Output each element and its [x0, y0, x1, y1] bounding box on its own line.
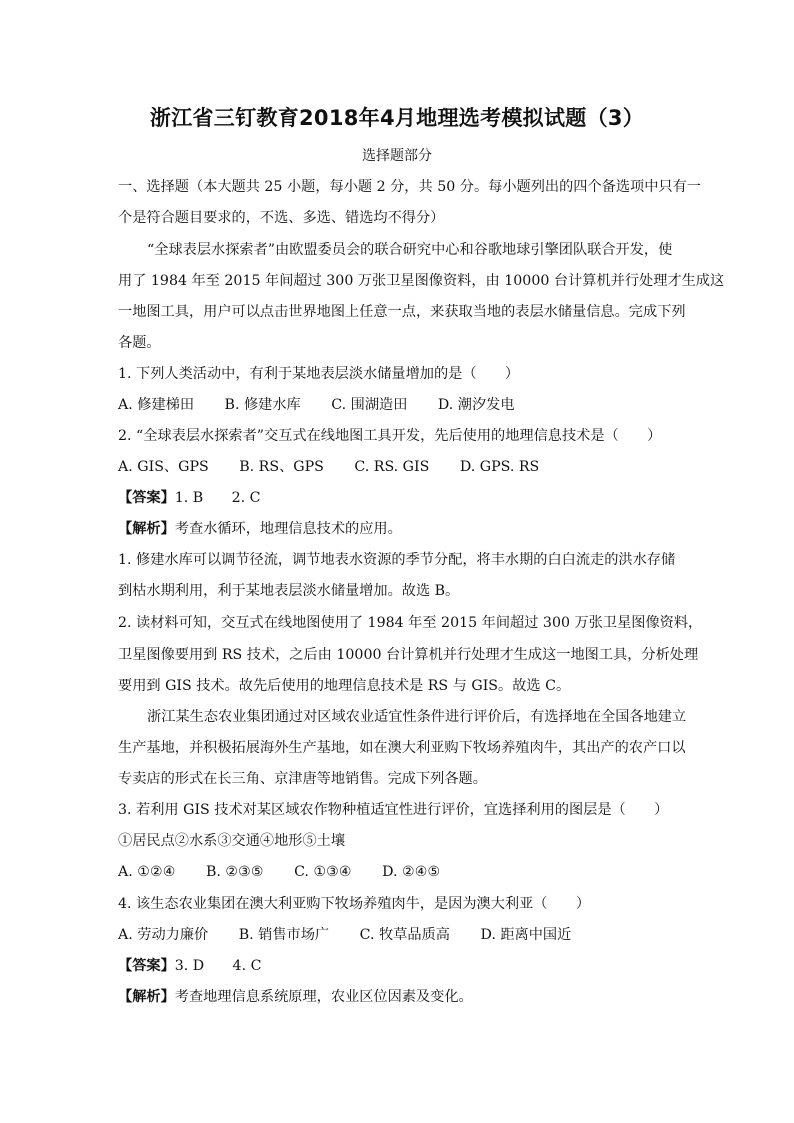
material-line: 浙江某生态农业集团通过对区域农业适宜性条件进行评价后，有选择地在全国各地建立: [147, 709, 687, 725]
question-stem: 2. “全球表层水探索者”交互式在线地图工具开发，先后使用的地理信息技术是（ ）: [118, 428, 662, 444]
analysis-label: 【解析】: [118, 521, 175, 537]
question-stem: 3. 若利用 GIS 技术对某区域农作物种植适宜性进行评价，宜选择利用的图层是（ ）: [118, 802, 669, 818]
option: C. 围湖造田: [331, 397, 408, 413]
explanation-line: 1. 修建水库可以调节径流，调节地表水资源的季节分配，将丰水期的白白流走的洪水存储: [118, 552, 676, 568]
analysis-line: [118, 987, 473, 1007]
material-line: 各题。: [118, 335, 161, 351]
option: A. 劳动力廉价: [118, 927, 209, 943]
option: A. 修建梯田: [118, 397, 195, 413]
analysis-line: [118, 519, 402, 539]
answer-line: [118, 488, 261, 508]
analysis-label: 【解析】: [118, 989, 175, 1005]
question-options: [118, 925, 597, 945]
answer-label: 【答案】: [118, 958, 175, 974]
answer-text: 3. D 4. C: [174, 958, 262, 974]
material-line: 一地图工具，用户可以点击世界地图上任意一点，来获取当地的表层水储量信息。完成下列: [118, 304, 686, 320]
material-line: 专卖店的形式在长三角、京津唐等地销售。完成下列各题。: [118, 771, 487, 787]
explanation-line: 到枯水期利用，利于某地表层淡水储量增加。故选 B。: [118, 583, 460, 599]
explanation-line: 2. 读材料可知，交互式在线地图使用了 1984 年至 2015 年间超过 300 万张卫星图像资料，: [118, 615, 703, 631]
analysis-text: 考查地理信息系统原理，农业区位因素及变化。: [174, 989, 473, 1005]
material-line: 用了 1984 年至 2015 年间超过 300 万张卫星图像资料，由 10000 台计算机并行处理才生成这: [118, 273, 725, 289]
option: D. 距离中国近: [480, 927, 572, 943]
question-layers: ①居民点②水系③交通④地形⑤土壤: [118, 833, 346, 849]
answer-text: 1. B 2. C: [174, 490, 261, 506]
question-stem: 1. 下列人类活动中，有利于某地表层淡水储量增加的是（ ）: [118, 366, 520, 382]
answer-line: [118, 956, 261, 976]
option: A. ①②④: [118, 864, 176, 880]
answer-label: 【答案】: [118, 490, 175, 506]
option: D. 潮汐发电: [437, 397, 515, 413]
option: D. GPS. RS: [459, 459, 540, 475]
option: B. 修建水库: [224, 397, 301, 413]
question-options: [118, 862, 466, 882]
analysis-text: 考查水循环，地理信息技术的应用。: [174, 521, 402, 537]
explanation-line: 卫星图像要用到 RS 技术，之后由 10000 台计算机并行处理才生成这一地图工具，分析处理: [118, 647, 699, 663]
page-title: 浙江省三钉教育2018年4月地理选考模拟试题（3）: [149, 106, 645, 130]
question-options: [118, 395, 541, 415]
option: B. 销售市场广: [238, 927, 330, 943]
option: D. ②④⑤: [382, 864, 441, 880]
section-subtitle: 选择题部分: [362, 148, 432, 164]
explanation-line: 要用到 GIS 技术。故先后使用的地理信息技术是 RS 与 GIS。故选 C。: [118, 678, 571, 694]
question-stem: 4. 该生态农业集团在澳大利亚购下牧场养殖肉牛，是因为澳大利亚（ ）: [118, 896, 591, 912]
option: C. ①③④: [294, 864, 352, 880]
option: B. ②③⑤: [205, 864, 264, 880]
material-line: “全球表层水探索者”由欧盟委员会的联合研究中心和谷歌地球引擎团队联合开发，使: [147, 242, 673, 258]
question-options: [118, 457, 565, 477]
section-heading-line: 个是符合题目要求的，不选、多选、错选均不得分）: [118, 210, 445, 226]
section-heading-line: 一、选择题（本大题共 25 小题，每小题 2 分，共 50 分。每小题列出的四个备选项中只有一: [118, 179, 701, 195]
option: C. RS. GIS: [354, 459, 430, 475]
option: C. 牧草品质高: [359, 927, 450, 943]
material-line: 生产基地，并积极拓展海外生产基地，如在澳大利亚购下牧场养殖肉牛，其出产的农产口以: [118, 740, 686, 756]
option: B. RS、GPS: [239, 459, 324, 475]
option: A. GIS、GPS: [118, 459, 209, 475]
